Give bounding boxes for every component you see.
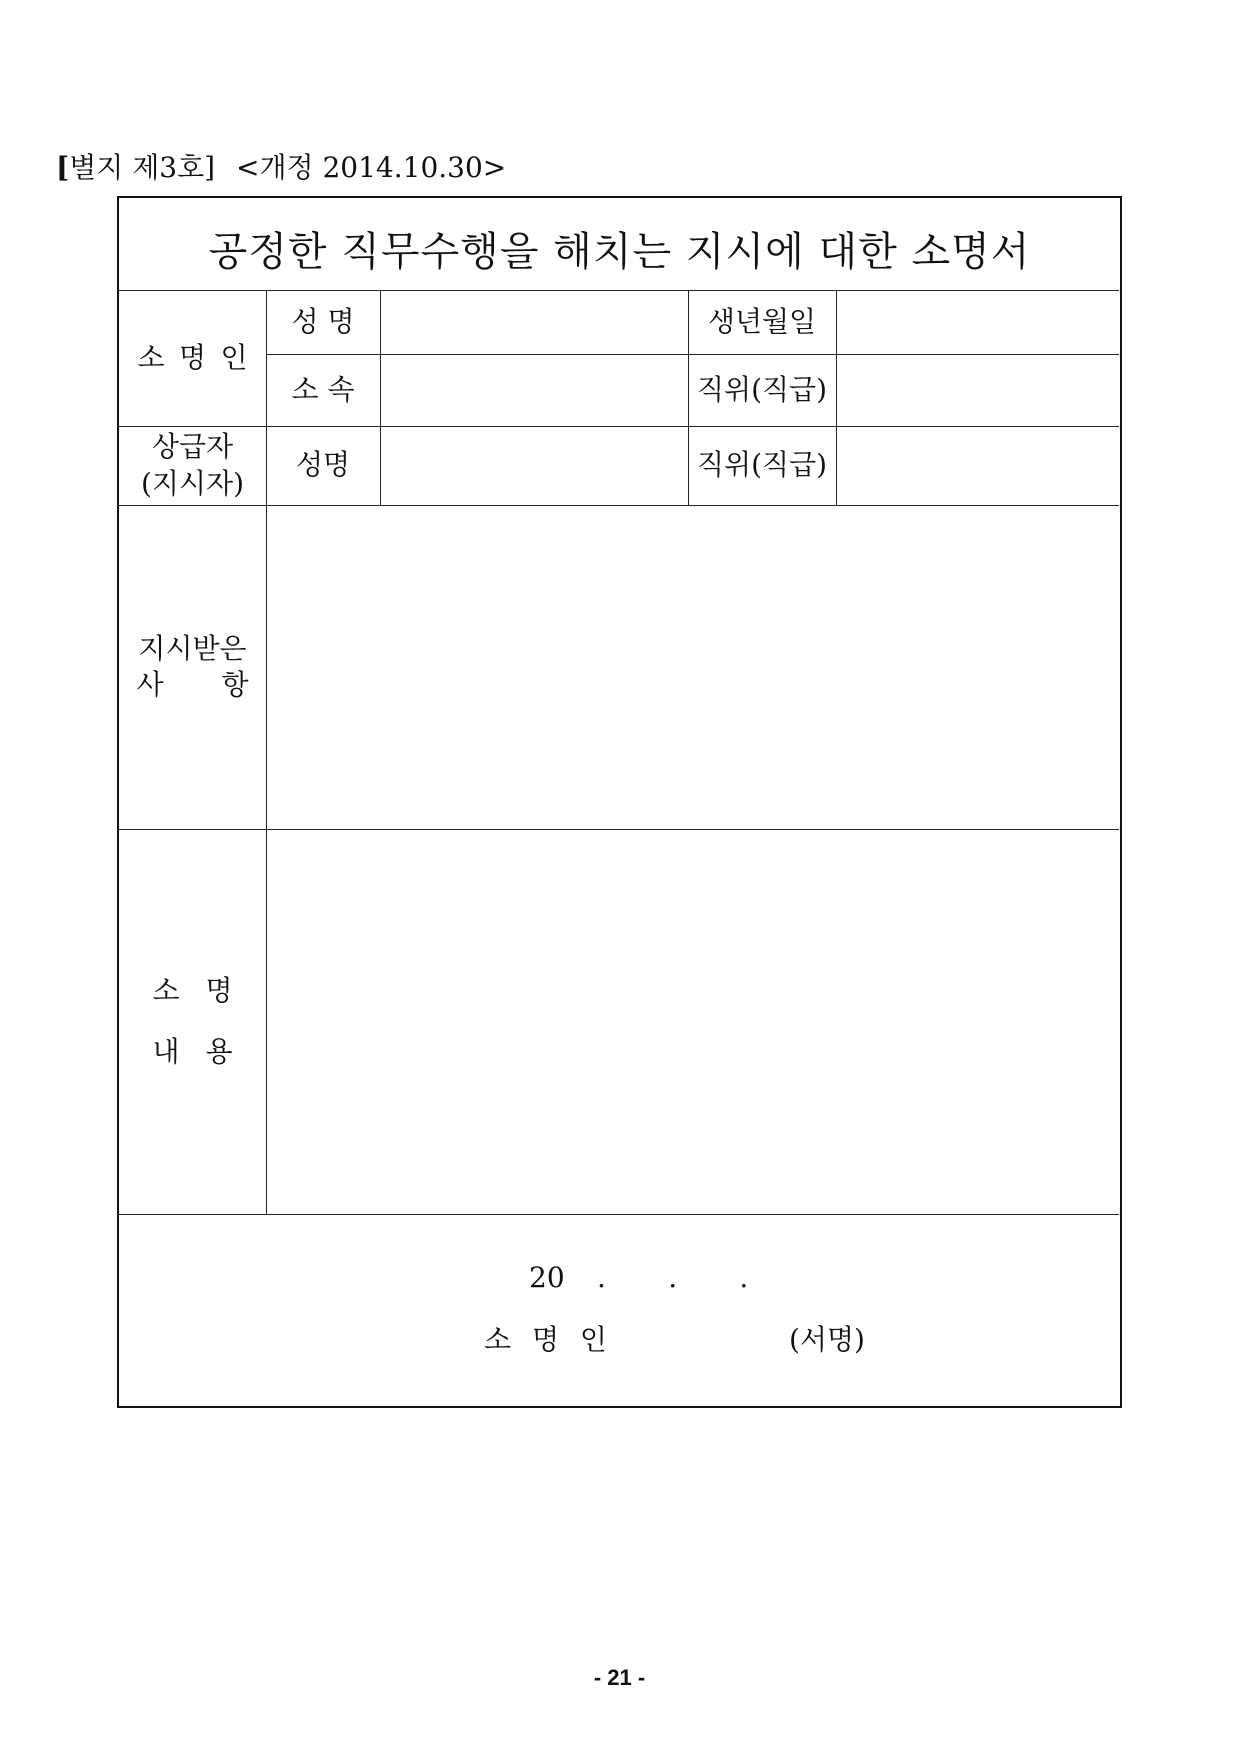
- statement-maker-label: [119, 290, 266, 426]
- explanation-label-char: 소: [152, 974, 180, 1008]
- maker-position-label: 직위(직급): [696, 372, 828, 406]
- date-year-prefix: 20: [529, 1261, 565, 1294]
- signature-label[interactable]: (서명): [789, 1323, 865, 1356]
- maker-label-char: 소: [137, 340, 165, 374]
- statement-form: [117, 196, 1122, 1408]
- form-ref-open: [: [56, 151, 70, 184]
- form-reference: [56, 146, 506, 186]
- instruction-label-line1: 지시받은: [138, 631, 247, 665]
- superior-position-label: 직위(직급): [696, 448, 828, 482]
- date-dots: . . .: [597, 1261, 749, 1294]
- revision-note: <개정 2014.10.30>: [236, 151, 507, 184]
- maker-position-field[interactable]: [836, 354, 1119, 426]
- explanation-label-char: 용: [205, 1034, 233, 1068]
- maker-name-label: 성 명: [291, 304, 355, 338]
- affiliation-label: 소 속: [291, 372, 355, 406]
- maker-label-char: 명: [178, 340, 207, 374]
- instruction-label-char: 사: [136, 668, 164, 701]
- maker-label-char: 인: [220, 340, 248, 374]
- instruction-label: [119, 505, 266, 829]
- birth-date-field[interactable]: [836, 290, 1119, 354]
- birth-date-label: 생년월일: [707, 304, 817, 338]
- form-ref-label: 별지 제3호: [69, 151, 205, 184]
- page-number: - 21 -: [593, 1665, 646, 1690]
- signer-label: 소 명 인: [484, 1323, 613, 1356]
- explanation-label-char: 명: [205, 974, 233, 1008]
- superior-label: [119, 426, 266, 505]
- maker-name-field[interactable]: [380, 290, 688, 354]
- explanation-label-char: 내: [152, 1034, 180, 1068]
- superior-label-line2: (지시자): [141, 466, 244, 500]
- explanation-label: [119, 829, 266, 1214]
- instruction-content-field[interactable]: [266, 505, 1119, 829]
- superior-name-field[interactable]: [380, 426, 688, 505]
- superior-label-line1: 상급자: [151, 430, 234, 464]
- superior-name-label: 성명: [295, 448, 351, 482]
- instruction-label-char: 항: [221, 668, 249, 701]
- form-ref-close: ]: [204, 151, 216, 184]
- rule-explanation-bottom: [119, 1214, 1119, 1215]
- affiliation-field[interactable]: [380, 354, 688, 426]
- explanation-content-field[interactable]: [266, 829, 1119, 1214]
- superior-position-field[interactable]: [836, 426, 1119, 505]
- form-title: 공정한 직무수행을 해치는 지시에 대한 소명서: [208, 229, 1031, 275]
